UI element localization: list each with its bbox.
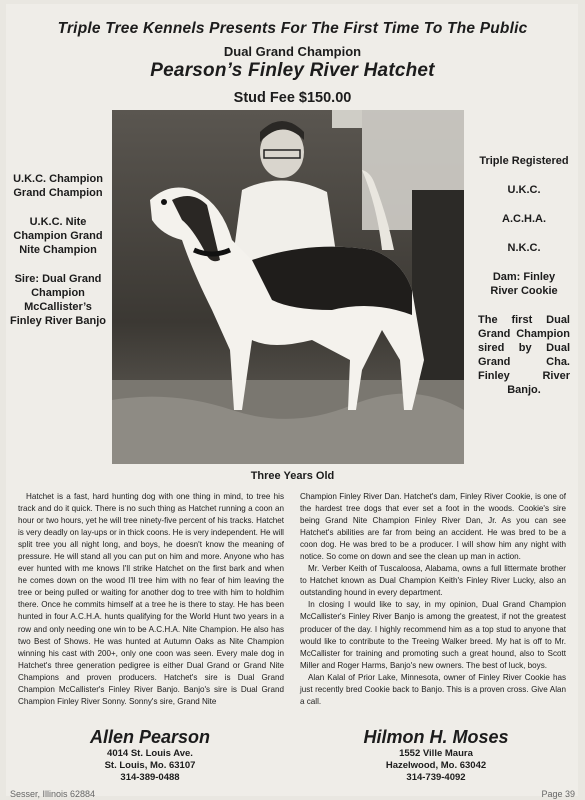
right-reg-nkc: N.K.C.: [507, 242, 541, 254]
article-column-left: [18, 491, 284, 708]
dog-and-man-photo-illustration: [112, 110, 464, 464]
owner-address-line1: 4014 St. Louis Ave.: [107, 748, 193, 759]
left-title-ukc-champion: U.K.C. Champion Grand Champion: [13, 173, 103, 199]
article-paragraph: Hatchet is a fast, hard hunting dog with one thing in mind, to tree his track and do it quick. There is no such thing as Hatchet running a coon an hour or two hours, yet he will tree ninety-five percent of his tracks. Hatchet is very deadly on lay-ups or in thick coons. He is very independent. He will split tree you all night long, and boys, he doesn't know the meaning of pressure. He will stand all you can put on him and more. Anyone who has ever hunted with me knows I'll strike Hatchet on the first bark and when he comes down on the wood I'll tree him with no fear of him leaving the tree or being pulled or waiting for another dog to tree with him to holdhim there. Once he commits himself at a tree he is there to stay. He has been hunted in four A.C.H.A. hunts qualifying for the World Hunt two years in a row and only needing one win to be A.C.H.A. Nite Champion. He also has two Best of Shows. He was hunted at Autumn Oaks as Nite Champion winning his cast with 200+, only one coon was seen. Every male dog in Hatchet's three generation pedigree is either Dual Grand or Grand Nite Champions and proven producers. Hatchet's sire is Dual Grand Champion McCallister's Finley River Banjo. Banjo's sire is Dual Grand Champion Finley River Sonny. Sonny's sire, Grand Nite: [18, 492, 284, 706]
right-triple-registered: Triple Registered: [479, 155, 569, 167]
owner-address-line2: St. Louis, Mo. 63107: [104, 760, 196, 771]
article-paragraph: Alan Kalal of Prior Lake, Minnesota, owner of Finley River Cookie has just recently bred Cookie back to Banjo. This is a proven cross. Give Alan a call.: [300, 672, 566, 706]
dog-name-title: Pearson’s Finley River Hatchet: [150, 60, 435, 81]
left-title-sire: Sire: Dual Grand Champion McCallister’s Finley River Banjo: [10, 273, 106, 327]
right-reg-acha: A.C.H.A.: [502, 213, 546, 225]
right-first-dual-champion: The first Dual Grand Champion sired by Dual Grand Cha. Finley River Banjo.: [478, 314, 570, 396]
owner-address-line2: Hazelwood, Mo. 63042: [385, 760, 487, 771]
owner-contact-hilmon-moses: [306, 726, 566, 784]
article-column-right: [300, 491, 566, 708]
owner-contact-allen-pearson: [20, 726, 280, 784]
owner-name: Allen Pearson: [89, 727, 211, 747]
right-dam: Dam: Finley River Cookie: [490, 271, 558, 297]
subtitle: Dual Grand Champion: [223, 44, 362, 59]
left-titles-column: [8, 172, 108, 343]
article-paragraph: Champion Finley River Dan. Hatchet's dam, Finley River Cookie, is one of the hardest tree dogs that ever set a foot in the woods. Cookie's sire being Grand Nite Champion Finley River Dan, Jr. As you can see Hatchet's abilities are far from being an accident. He was bred to be a coon dog. He was bred to be a producer. I will show him any night with notice. So come on down and see the clean up man in action.: [300, 492, 566, 562]
headline: Triple Tree Kennels Presents For The First Time To The Public: [57, 20, 528, 37]
owner-name: Hilmon H. Moses: [363, 727, 509, 747]
article-paragraph: In closing I would like to say, in my opinion, Dual Grand Champion McCallister's Finley River Banjo is among the greatest, if not the greatest producer of the day. I highly recommend him as a top stud to anyone that would like to contribute to the Treeing Walker breed. My hat is off to Mr. McCallister for training and promoting such a great hound, also to Scott Miller and Roger Harms, Banjo's new owners. The best of luck, boys.: [300, 600, 566, 670]
owner-phone: 314-739-4092: [406, 772, 466, 783]
footer-location: Sesser, Illinois 62884: [10, 789, 96, 799]
owner-address-line1: 1552 Ville Maura: [399, 748, 473, 759]
owner-phone: 314-389-0488: [120, 772, 180, 783]
article-paragraph: Mr. Verber Keith of Tuscaloosa, Alabama, owns a full littermate brother to Hatchet known as Dual Champion Keith's Finley River Lucky, also an outstanding hound in every department.: [300, 564, 566, 598]
right-registration-column: [478, 154, 570, 412]
page-number: Page 39: [541, 789, 575, 799]
photo-caption: Three Years Old: [250, 470, 335, 482]
left-title-nite-champion: U.K.C. Nite Champion Grand Nite Champion: [13, 216, 103, 256]
stud-fee: Stud Fee $150.00: [233, 90, 352, 106]
dog-photo: [112, 110, 464, 464]
right-reg-ukc: U.K.C.: [507, 184, 541, 196]
